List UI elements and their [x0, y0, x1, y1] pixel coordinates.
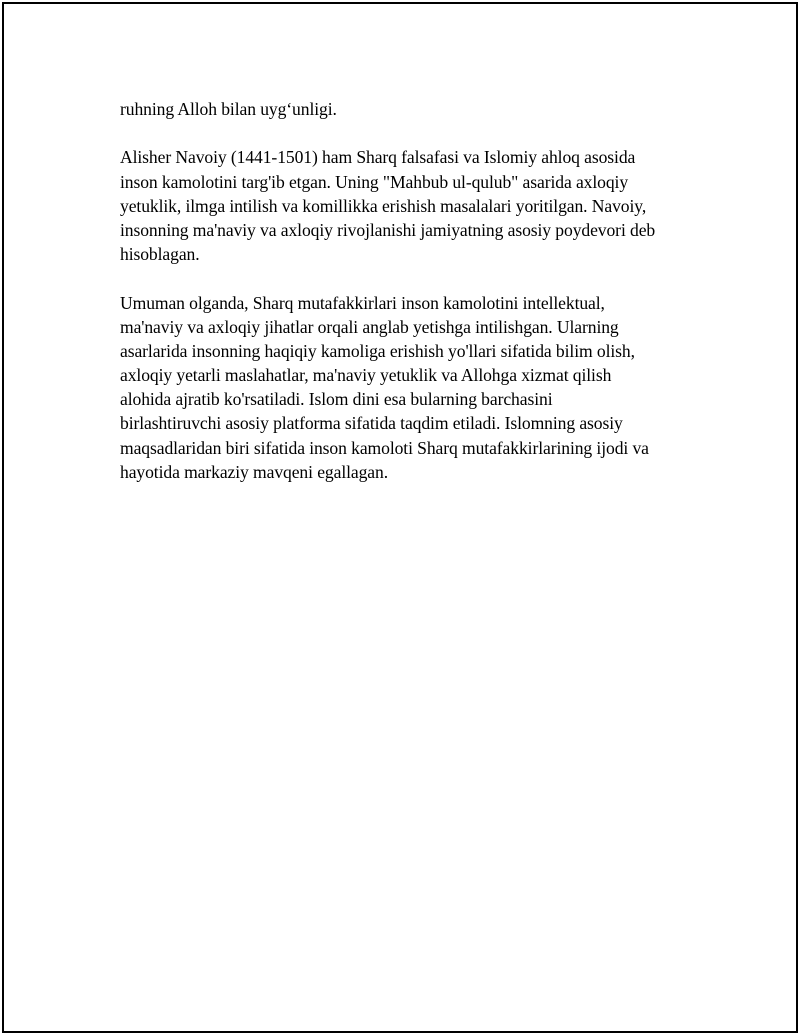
text-line: ma'naviy va axloqiy jihatlar orqali anglab yetishga intilishgan. Ularning [120, 316, 619, 337]
text-line: ruhning Alloh bilan uyg‘unligi. [120, 99, 337, 119]
paragraph-1 [120, 97, 720, 121]
text-line: inson kamolotini targ'ib etgan. Uning "Mahbub ul-qulub" asarida axloqiy [120, 171, 629, 192]
text-line: hisoblagan. [120, 244, 200, 265]
document-body [120, 97, 720, 508]
text-line: hayotida markaziy mavqeni egallagan. [120, 461, 389, 482]
text-line: birlashtiruvchi asosiy platforma sifatida taqdim etiladi. Islomning asosiy [120, 413, 623, 434]
text-line: asarlarida insonning haqiqiy kamoliga erishish yo'llari sifatida bilim olish, [120, 340, 635, 361]
text-line: maqsadlaridan biri sifatida inson kamoloti Sharq mutafakkirlarining ijodi va [120, 437, 649, 458]
paragraph-2 [120, 145, 720, 266]
page-frame [2, 2, 798, 1033]
text-line: axloqiy yetarli maslahatlar, ma'naviy yetuklik va Allohga xizmat qilish [120, 365, 612, 386]
text-line: insonning ma'naviy va axloqiy rivojlanishi jamiyatning asosiy poydevori deb [120, 219, 656, 240]
text-line: yetuklik, ilmga intilish va komillikka erishish masalalari yoritilgan. Navoiy, [120, 195, 647, 216]
text-line: Umuman olganda, Sharq mutafakkirlari inson kamolotini intellektual, [120, 292, 605, 313]
paragraph-3 [120, 291, 720, 485]
text-line: Alisher Navoiy (1441-1501) ham Sharq falsafasi va Islomiy ahloq asosida [120, 147, 636, 168]
text-line: alohida ajratib ko'rsatiladi. Islom dini esa bularning barchasini [120, 389, 553, 410]
